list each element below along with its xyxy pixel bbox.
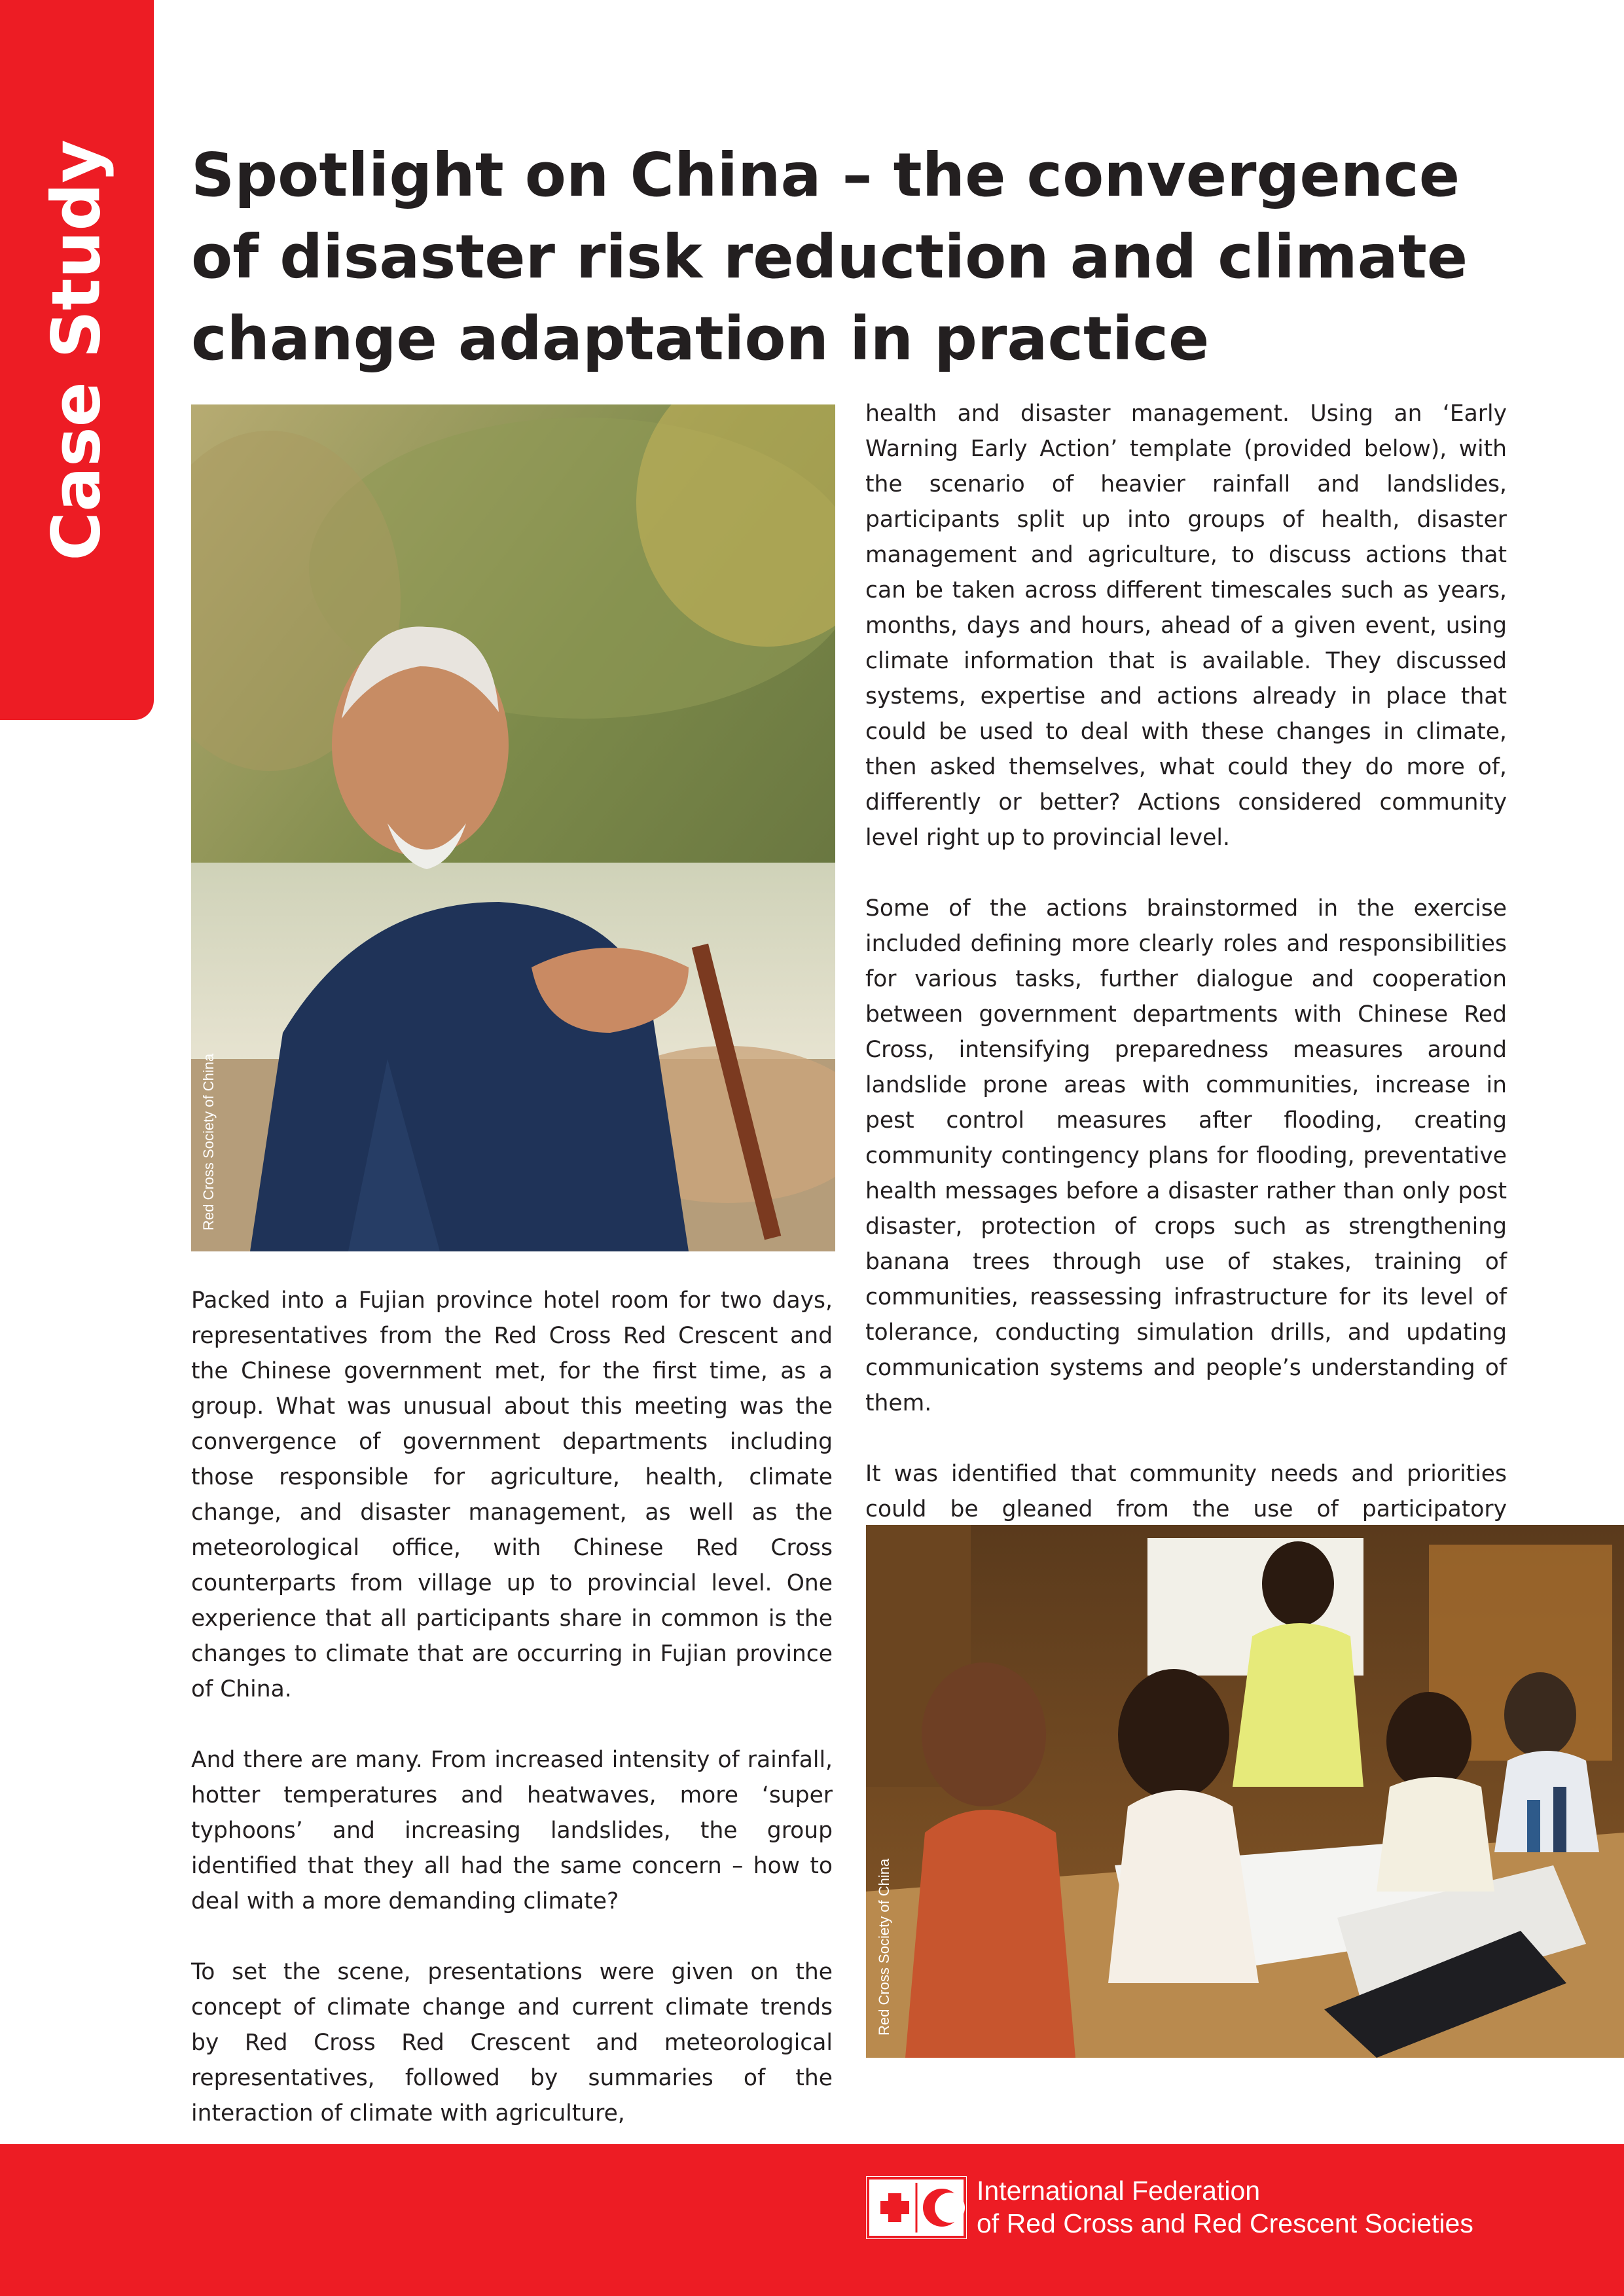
paragraph: It was identified that community needs and priorities could be gleaned from the use of participatory [865, 1461, 1507, 1522]
paragraph: Packed into a Fujian province hotel room for two days, representatives from the Red Cross Red Crescent and the Chinese government met, for the first time, as a group. What was unusual about this meeting was the convergence of government departments including those responsible for agriculture, health, climate change, and disaster management, as well as the meteorological office, with Chinese Red Cross counterparts from village up to provincial level. One experience that all participants share in common is the changes to climate that are occurring in Fujian province of China. [191, 1287, 833, 1702]
red-cross-red-crescent-emblem-icon [866, 2176, 967, 2239]
org-name-line-2: of Red Cross and Red Crescent Societies [977, 2208, 1473, 2238]
case-study-tab [0, 0, 154, 720]
photo-credit: Red Cross Society of China [876, 1858, 892, 2036]
photo-elderly-man [191, 404, 835, 1251]
org-name-line-1: International Federation [977, 2176, 1261, 2206]
paragraph: To set the scene, presentations were given on the concept of climate change and current climate trends by Red Cross Red Crescent and meteorological representatives, followed by summaries of the interaction of climate with agriculture, [191, 1959, 833, 2126]
paragraph: Some of the actions brainstormed in the exercise included defining more clearly roles and responsibilities for various tasks, further dialogue and cooperation between government departments with Chinese Red Cross, intensifying preparedness measures around landslide prone areas with communities, increase in pest control measures after flooding, creating community contingency plans for flooding, preventative health messages before a disaster rather than only post disaster, protection of crops such as strengthening banana trees through use of stakes, training of communities, reassessing infrastructure for its level of tolerance, conducting simulation drills, and updating communication systems and people’s understanding of them. [865, 895, 1507, 1416]
page-title: Spotlight on China – the convergence of disaster risk reduction and climate change adaptation in practice [191, 140, 1468, 374]
left-column [191, 1283, 833, 2131]
paragraph: health and disaster management. Using an ‘Early Warning Early Action’ template (provided below), with the scenario of heavier rainfall and landslides, participants split up into groups of health, disaster management and agriculture, to discuss actions that can be taken across different timescales such as years, months, days and hours, ahead of a given event, using climate information that is available. They discussed systems, expertise and actions already in place that could be used to deal with these changes in climate, then asked themselves, what could they do more of, differently or better? Actions considered community level right up to provincial level. [865, 401, 1507, 851]
right-column [865, 396, 1507, 1598]
org-name [977, 2174, 1473, 2240]
photo-workshop [866, 1525, 1624, 2058]
paragraph: And there are many. From increased intensity of rainfall, hotter temperatures and heatwaves, more ‘super typhoons’ and increasing landslides, the group identified that they all had the same concern – how to deal with a more demanding climate? [191, 1747, 833, 1914]
case-study-label: Case Study [37, 139, 116, 561]
photo-credit: Red Cross Society of China [200, 1053, 217, 1230]
